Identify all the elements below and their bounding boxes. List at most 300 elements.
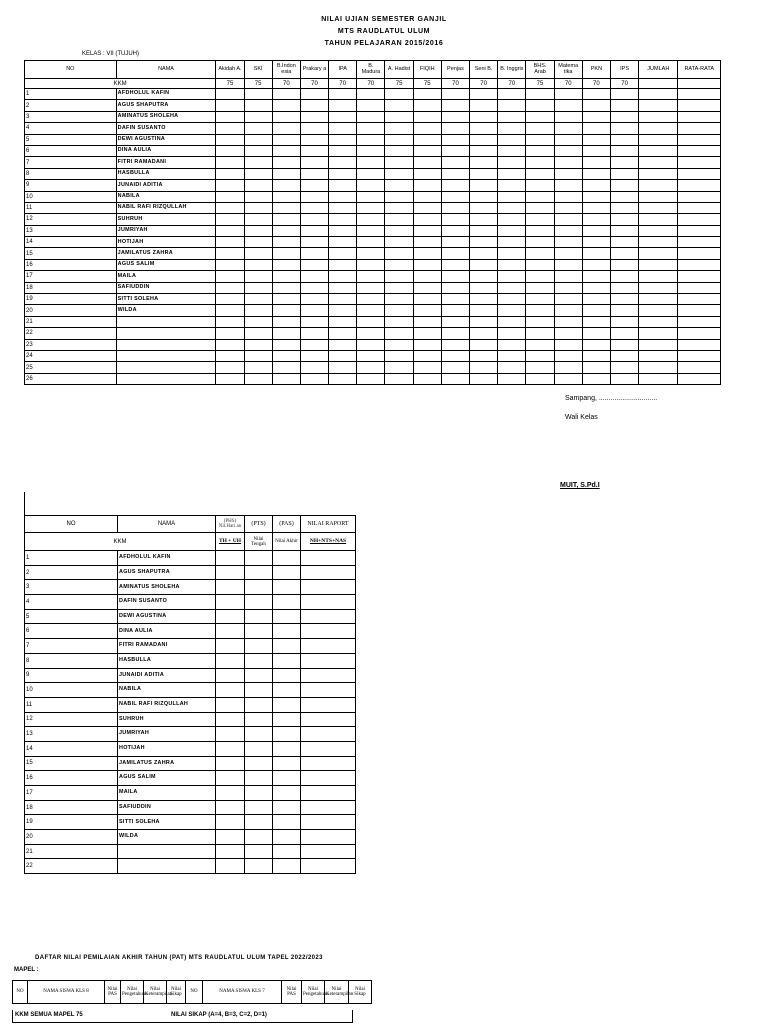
grade-cell bbox=[357, 305, 385, 316]
academic-year: TAHUN PELAJARAN 2015/2016 bbox=[324, 40, 444, 47]
row-number: 12 bbox=[25, 214, 117, 225]
grade-cell bbox=[273, 786, 301, 801]
grade-cell bbox=[526, 373, 554, 384]
kkm-value: 75 bbox=[413, 79, 441, 89]
grade-cell bbox=[413, 111, 441, 122]
row-number: 7 bbox=[25, 639, 118, 654]
grade-cell bbox=[301, 609, 356, 624]
grade-cell bbox=[329, 316, 357, 327]
student-name: AMINATUS SHOLEHA bbox=[118, 580, 216, 595]
grade-cell bbox=[244, 271, 272, 282]
column-header: Nilai Keterampilan bbox=[144, 981, 167, 1004]
row-number: 4 bbox=[25, 595, 118, 610]
grade-cell bbox=[441, 237, 469, 248]
grade-cell bbox=[329, 350, 357, 361]
grade-cell bbox=[329, 225, 357, 236]
grade-cell bbox=[610, 237, 638, 248]
column-header: NILAI RAPORT bbox=[301, 516, 356, 533]
grade-cell bbox=[526, 214, 554, 225]
grade-cell bbox=[554, 305, 582, 316]
grade-cell bbox=[301, 653, 356, 668]
table-row bbox=[25, 134, 721, 145]
grade-cell bbox=[678, 100, 721, 111]
grade-cell bbox=[639, 134, 678, 145]
row-number: 20 bbox=[25, 830, 118, 845]
grade-cell bbox=[216, 741, 245, 756]
grade-cell bbox=[273, 815, 301, 830]
grade-cell bbox=[300, 214, 328, 225]
grade-cell bbox=[470, 100, 498, 111]
kkm-label: KKM bbox=[25, 533, 216, 551]
student-name: SITTI SOLEHA bbox=[118, 815, 216, 830]
grade-cell bbox=[639, 145, 678, 156]
table-row bbox=[25, 595, 356, 610]
grade-cell bbox=[413, 157, 441, 168]
table-row bbox=[25, 294, 721, 305]
grade-cell bbox=[216, 565, 245, 580]
row-number: 20 bbox=[25, 305, 117, 316]
grade-cell bbox=[498, 271, 526, 282]
grade-cell bbox=[385, 191, 413, 202]
grade-cell bbox=[244, 248, 272, 259]
grade-cell bbox=[357, 214, 385, 225]
grade-cell bbox=[554, 316, 582, 327]
grade-cell bbox=[639, 259, 678, 270]
table-row bbox=[25, 565, 356, 580]
grade-cell bbox=[273, 565, 301, 580]
grade-cell bbox=[582, 180, 610, 191]
grade-cell bbox=[610, 339, 638, 350]
grade-cell bbox=[216, 316, 244, 327]
student-name: DEWI AGUSTINA bbox=[118, 609, 216, 624]
grade-cell bbox=[639, 157, 678, 168]
grade-cell bbox=[216, 756, 245, 771]
grade-cell bbox=[582, 225, 610, 236]
grade-cell bbox=[678, 225, 721, 236]
kkm-value: 70 bbox=[300, 79, 328, 89]
grade-cell bbox=[301, 859, 356, 874]
grade-cell bbox=[216, 362, 244, 373]
student-name bbox=[116, 316, 216, 327]
grade-cell bbox=[385, 168, 413, 179]
grade-cell bbox=[300, 180, 328, 191]
grade-cell bbox=[245, 639, 273, 654]
grade-cell bbox=[300, 362, 328, 373]
table-row bbox=[25, 339, 721, 350]
grade-cell bbox=[441, 294, 469, 305]
grade-cell bbox=[244, 214, 272, 225]
grade-cell bbox=[526, 111, 554, 122]
grade-cell bbox=[273, 756, 301, 771]
grade-cell bbox=[470, 339, 498, 350]
grade-cell bbox=[357, 339, 385, 350]
grade-cell bbox=[357, 111, 385, 122]
grade-cell bbox=[273, 741, 301, 756]
column-header: Nilai Pengetahuan bbox=[302, 981, 325, 1004]
grade-cell bbox=[610, 134, 638, 145]
grade-cell bbox=[273, 771, 301, 786]
grade-cell bbox=[329, 134, 357, 145]
column-header: Nilai PAS bbox=[282, 981, 302, 1004]
grade-cell bbox=[300, 248, 328, 259]
grade-cell bbox=[245, 800, 273, 815]
student-name: JAMILATUS ZAHRA bbox=[116, 248, 216, 259]
grade-cell bbox=[385, 350, 413, 361]
grade-cell bbox=[273, 683, 301, 698]
grade-cell bbox=[244, 362, 272, 373]
grade-cell bbox=[301, 756, 356, 771]
grade-cell bbox=[610, 111, 638, 122]
grade-cell bbox=[554, 339, 582, 350]
grade-cell bbox=[526, 271, 554, 282]
student-name: HOTIJAH bbox=[116, 237, 216, 248]
grade-cell bbox=[245, 565, 273, 580]
row-number: 14 bbox=[25, 741, 118, 756]
grade-cell bbox=[498, 157, 526, 168]
grade-cell bbox=[639, 168, 678, 179]
student-name: AFDHOLUL KAFIN bbox=[116, 89, 216, 100]
grade-cell bbox=[526, 350, 554, 361]
grade-cell bbox=[639, 237, 678, 248]
grade-cell bbox=[441, 202, 469, 213]
grade-cell bbox=[413, 191, 441, 202]
grade-cell bbox=[357, 100, 385, 111]
grade-cell bbox=[300, 157, 328, 168]
grade-cell bbox=[526, 362, 554, 373]
signature-place: Sampang, .............................. bbox=[565, 395, 658, 402]
grade-cell bbox=[216, 111, 244, 122]
grade-cell bbox=[639, 305, 678, 316]
table-row bbox=[25, 609, 356, 624]
row-number: 8 bbox=[25, 168, 117, 179]
kkm-value: 75 bbox=[526, 79, 554, 89]
grade-cell bbox=[244, 316, 272, 327]
grade-cell bbox=[441, 373, 469, 384]
grade-cell bbox=[610, 362, 638, 373]
grade-cell bbox=[639, 225, 678, 236]
grade-cell bbox=[329, 271, 357, 282]
grade-cell bbox=[301, 815, 356, 830]
grade-cell bbox=[610, 271, 638, 282]
grade-cell bbox=[554, 202, 582, 213]
column-header: A. Hadist bbox=[385, 61, 413, 79]
grade-cell bbox=[470, 191, 498, 202]
column-header: Matema tika bbox=[554, 61, 582, 79]
column-header: RATA-RATA bbox=[678, 61, 721, 79]
grade-cell bbox=[413, 362, 441, 373]
grade-cell bbox=[554, 237, 582, 248]
grade-cell bbox=[582, 350, 610, 361]
grade-cell bbox=[357, 225, 385, 236]
grade-cell bbox=[357, 89, 385, 100]
grade-cell bbox=[413, 248, 441, 259]
grade-cell bbox=[385, 214, 413, 225]
student-name: HASBULLA bbox=[118, 653, 216, 668]
grade-cell bbox=[470, 168, 498, 179]
grade-cell bbox=[300, 339, 328, 350]
grade-cell bbox=[272, 328, 300, 339]
grade-cell bbox=[244, 157, 272, 168]
grade-cell bbox=[300, 100, 328, 111]
row-number: 8 bbox=[25, 653, 118, 668]
grade-cell bbox=[610, 123, 638, 134]
grade-cell bbox=[301, 712, 356, 727]
grade-cell bbox=[216, 624, 245, 639]
grade-cell bbox=[273, 712, 301, 727]
grade-cell bbox=[413, 214, 441, 225]
grade-cell bbox=[678, 328, 721, 339]
grade-cell bbox=[610, 225, 638, 236]
grade-cell bbox=[216, 134, 244, 145]
grade-cell bbox=[639, 339, 678, 350]
column-header: IPS bbox=[610, 61, 638, 79]
grade-cell bbox=[554, 294, 582, 305]
grade-cell bbox=[678, 145, 721, 156]
grade-cell bbox=[554, 214, 582, 225]
grade-cell bbox=[216, 89, 244, 100]
table-row bbox=[25, 214, 721, 225]
grade-cell bbox=[273, 800, 301, 815]
row-number: 10 bbox=[25, 191, 117, 202]
grade-cell bbox=[300, 145, 328, 156]
empty-cell bbox=[639, 79, 678, 89]
grade-cell bbox=[272, 180, 300, 191]
grade-cell bbox=[498, 145, 526, 156]
grade-cell bbox=[385, 180, 413, 191]
grade-cell bbox=[470, 373, 498, 384]
grade-cell bbox=[216, 202, 244, 213]
grade-cell bbox=[244, 168, 272, 179]
grades-table bbox=[24, 60, 721, 385]
student-name: FITRI RAMADANI bbox=[118, 639, 216, 654]
grade-cell bbox=[413, 123, 441, 134]
mapel-label: MAPEL : bbox=[14, 967, 39, 973]
grade-cell bbox=[441, 225, 469, 236]
grade-cell bbox=[244, 111, 272, 122]
grade-cell bbox=[582, 134, 610, 145]
row-number: 11 bbox=[25, 202, 117, 213]
grade-cell bbox=[639, 328, 678, 339]
column-header: Nilai Pengetahuan bbox=[121, 981, 144, 1004]
grade-cell bbox=[216, 237, 244, 248]
grade-cell bbox=[678, 350, 721, 361]
grade-cell bbox=[441, 362, 469, 373]
table-row bbox=[25, 373, 721, 384]
grade-cell bbox=[329, 191, 357, 202]
grade-cell bbox=[639, 282, 678, 293]
grade-cell bbox=[498, 248, 526, 259]
grade-cell bbox=[301, 624, 356, 639]
grade-cell bbox=[526, 328, 554, 339]
class-label: KELAS : VII (TUJUH) bbox=[82, 51, 140, 57]
grade-cell bbox=[273, 624, 301, 639]
student-name: DAFIN SUSANTO bbox=[116, 123, 216, 134]
grade-cell bbox=[245, 668, 273, 683]
kkm-value: 70 bbox=[441, 79, 469, 89]
grade-cell bbox=[498, 350, 526, 361]
grade-cell bbox=[639, 180, 678, 191]
table-row bbox=[25, 191, 721, 202]
grade-cell bbox=[216, 683, 245, 698]
kkm-row bbox=[25, 533, 356, 551]
raport-table bbox=[24, 515, 356, 874]
grade-cell bbox=[244, 373, 272, 384]
grade-cell bbox=[273, 595, 301, 610]
grade-cell bbox=[526, 89, 554, 100]
grade-cell bbox=[301, 786, 356, 801]
grade-cell bbox=[526, 145, 554, 156]
grade-cell bbox=[216, 859, 245, 874]
grade-cell bbox=[357, 202, 385, 213]
grade-cell bbox=[554, 350, 582, 361]
grade-cell bbox=[273, 639, 301, 654]
student-name: SAFIUDDIN bbox=[116, 282, 216, 293]
grade-cell bbox=[554, 373, 582, 384]
grade-cell bbox=[300, 134, 328, 145]
column-header: (PTS) bbox=[245, 516, 273, 533]
grade-cell bbox=[582, 100, 610, 111]
grade-cell bbox=[329, 339, 357, 350]
grade-cell bbox=[272, 271, 300, 282]
grade-cell bbox=[413, 305, 441, 316]
grade-cell bbox=[498, 111, 526, 122]
grade-cell bbox=[272, 145, 300, 156]
grade-cell bbox=[245, 815, 273, 830]
grade-cell bbox=[554, 362, 582, 373]
grade-cell bbox=[441, 191, 469, 202]
column-header: BHS. Arab bbox=[526, 61, 554, 79]
grade-cell bbox=[216, 248, 244, 259]
grade-cell bbox=[582, 339, 610, 350]
kkm-value: 75 bbox=[385, 79, 413, 89]
column-header: NO bbox=[13, 981, 28, 1004]
grade-cell bbox=[273, 609, 301, 624]
grade-cell bbox=[216, 157, 244, 168]
grade-cell bbox=[216, 350, 244, 361]
grade-cell bbox=[554, 225, 582, 236]
kkm-value: 70 bbox=[582, 79, 610, 89]
grade-cell bbox=[413, 134, 441, 145]
grade-cell bbox=[244, 339, 272, 350]
table-row bbox=[25, 859, 356, 874]
grade-cell bbox=[498, 305, 526, 316]
grade-cell bbox=[244, 202, 272, 213]
student-name: SITTI SOLEHA bbox=[116, 294, 216, 305]
grade-cell bbox=[498, 328, 526, 339]
grade-cell bbox=[273, 859, 301, 874]
grade-cell bbox=[582, 89, 610, 100]
student-name: AGUS SALIM bbox=[116, 259, 216, 270]
grade-cell bbox=[272, 237, 300, 248]
student-name: MAILA bbox=[116, 271, 216, 282]
column-header: B.Indon esia bbox=[272, 61, 300, 79]
grade-cell bbox=[357, 180, 385, 191]
grade-cell bbox=[498, 134, 526, 145]
grade-cell bbox=[470, 282, 498, 293]
row-number: 3 bbox=[25, 580, 118, 595]
grade-cell bbox=[678, 89, 721, 100]
row-number: 25 bbox=[25, 362, 117, 373]
grade-cell bbox=[272, 350, 300, 361]
table-row bbox=[25, 639, 356, 654]
kkm-value: 70 bbox=[272, 79, 300, 89]
table-row bbox=[25, 180, 721, 191]
grade-cell bbox=[498, 259, 526, 270]
grade-cell bbox=[300, 259, 328, 270]
grade-cell bbox=[498, 191, 526, 202]
grade-cell bbox=[413, 328, 441, 339]
grade-cell bbox=[678, 339, 721, 350]
grade-cell bbox=[554, 157, 582, 168]
grade-cell bbox=[498, 180, 526, 191]
kkm-label: KKM bbox=[25, 79, 216, 89]
grade-cell bbox=[554, 180, 582, 191]
grade-cell bbox=[554, 168, 582, 179]
grade-cell bbox=[216, 191, 244, 202]
grade-cell bbox=[610, 373, 638, 384]
grade-cell bbox=[245, 830, 273, 845]
grade-cell bbox=[441, 123, 469, 134]
grade-cell bbox=[441, 271, 469, 282]
grade-cell bbox=[470, 134, 498, 145]
grade-cell bbox=[470, 248, 498, 259]
row-number: 13 bbox=[25, 727, 118, 742]
table-row bbox=[25, 551, 356, 566]
grade-cell bbox=[413, 350, 441, 361]
table-row bbox=[25, 756, 356, 771]
grade-cell bbox=[329, 111, 357, 122]
grade-cell bbox=[582, 373, 610, 384]
column-header: FIQIH bbox=[413, 61, 441, 79]
row-number: 11 bbox=[25, 697, 118, 712]
grade-cell bbox=[678, 259, 721, 270]
grade-cell bbox=[300, 225, 328, 236]
table-row bbox=[25, 697, 356, 712]
grade-cell bbox=[301, 639, 356, 654]
student-name: WILDA bbox=[116, 305, 216, 316]
grade-cell bbox=[441, 259, 469, 270]
table-row bbox=[25, 316, 721, 327]
grade-cell bbox=[678, 168, 721, 179]
grade-cell bbox=[582, 362, 610, 373]
grade-cell bbox=[526, 100, 554, 111]
grade-cell bbox=[244, 259, 272, 270]
student-name: JUMRIYAH bbox=[118, 727, 216, 742]
grade-cell bbox=[357, 191, 385, 202]
grade-cell bbox=[272, 362, 300, 373]
row-number: 21 bbox=[25, 844, 118, 859]
grade-cell bbox=[245, 771, 273, 786]
grade-cell bbox=[329, 305, 357, 316]
student-name: NABIL RAFI RIZQULLAH bbox=[118, 697, 216, 712]
grade-cell bbox=[385, 259, 413, 270]
kkm-value: 70 bbox=[470, 79, 498, 89]
grade-cell bbox=[329, 89, 357, 100]
grade-cell bbox=[385, 271, 413, 282]
grade-cell bbox=[245, 844, 273, 859]
grade-cell bbox=[470, 157, 498, 168]
grade-cell bbox=[329, 328, 357, 339]
grade-cell bbox=[301, 771, 356, 786]
grade-cell bbox=[470, 123, 498, 134]
grade-cell bbox=[300, 316, 328, 327]
grade-cell bbox=[245, 859, 273, 874]
grade-cell bbox=[244, 350, 272, 361]
grade-cell bbox=[582, 202, 610, 213]
grade-cell bbox=[554, 100, 582, 111]
grade-cell bbox=[301, 830, 356, 845]
grade-cell bbox=[244, 282, 272, 293]
